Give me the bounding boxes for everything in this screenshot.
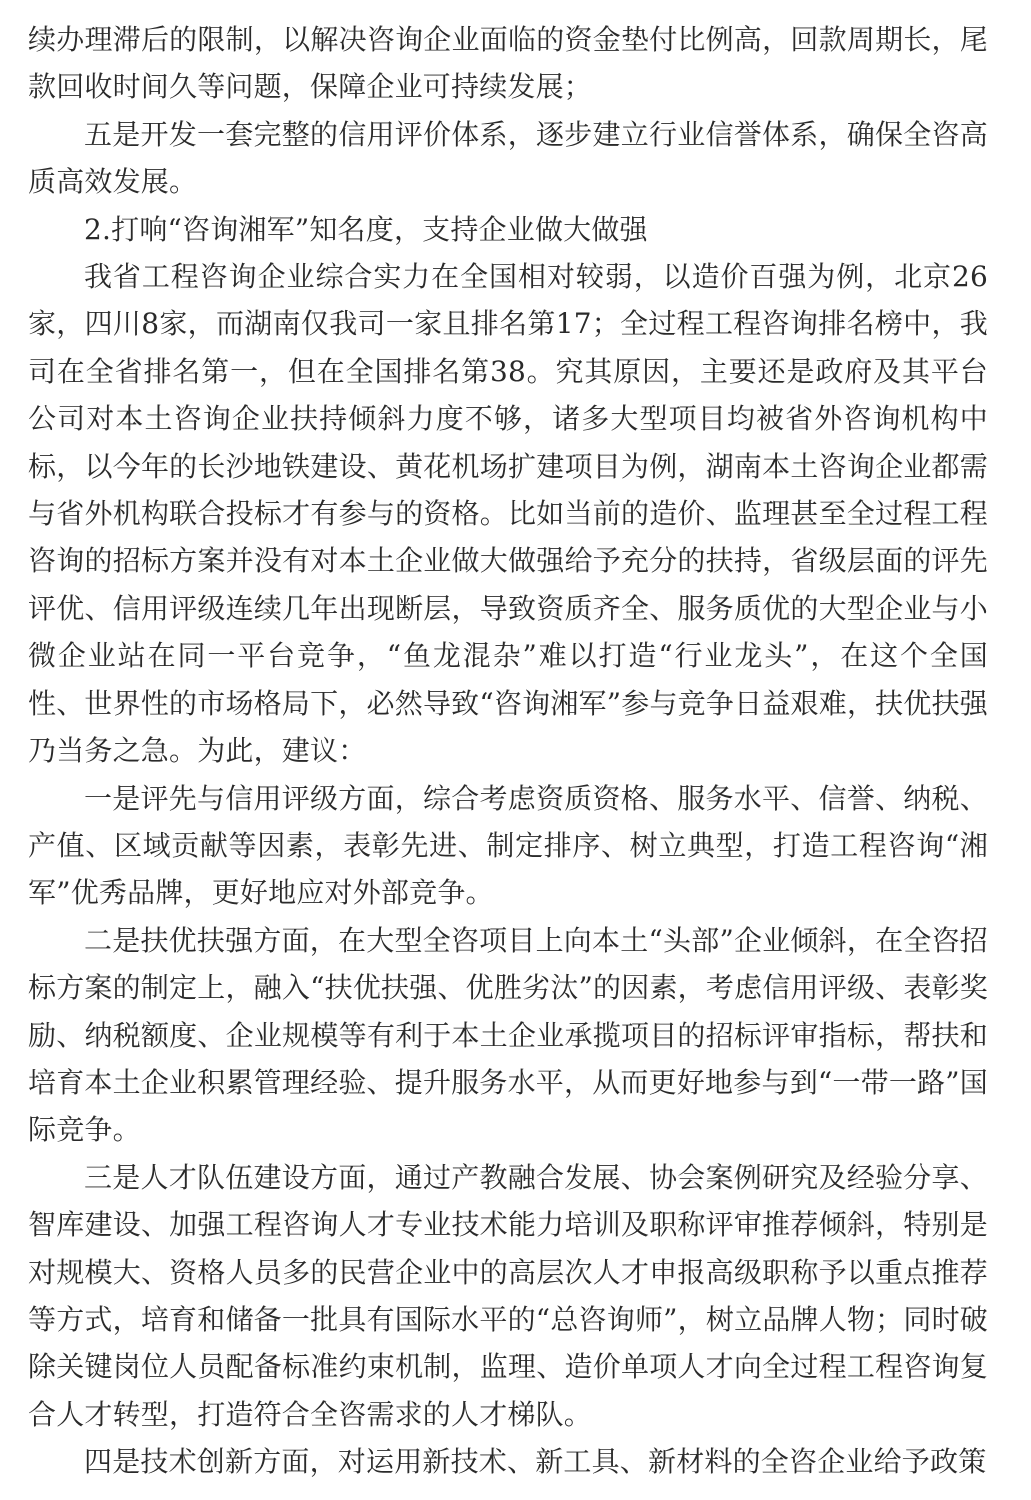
paragraph-point-two: 二是扶优扶强方面，在大型全咨项目上向本土“头部”企业倾斜，在全咨招标方案的制定上，融入“扶优扶强、优胜劣汰”的因素，考虑信用评级、表彰奖励、纳税额度、企业规模等有利于本土企业承揽项目的招标评审指标，帮扶和培育本土企业积累管理经验、提升服务水平，从而更好地参与到“一带一路”国际竞争。 — [28, 923, 988, 1147]
section-heading: 2.打响“咨询湘军”知名度，支持企业做大做强 — [84, 212, 648, 246]
paragraph-point-one: 一是评先与信用评级方面，综合考虑资质资格、服务水平、信誉、纳税、产值、区域贡献等因素，表彰先进、制定排序、树立典型，打造工程咨询“湘军”优秀品牌，更好地应对外部竞争。 — [28, 781, 988, 910]
paragraph-background: 我省工程咨询企业综合实力在全国相对较弱，以造价百强为例，北京26家，四川8家，而湖南仅我司一家且排名第17；全过程工程咨询排名榜中，我司在全省排名第一，但在全国排名第38。究其原因，主要还是政府及其平台公司对本土咨询企业扶持倾斜力度不够，诸多大型项目均被省外咨询机构中标，以今年的长沙地铁建设、黄花机场扩建项目为例，湖南本土咨询企业都需与省外机构联合投标才有参与的资格。比如当前的造价、监理甚至全过程工程咨询的招标方案并没有对本土企业做大做强给予充分的扶持，省级层面的评先评优、信用评级连续几年出现断层，导致资质齐全、服务质优的大型企业与小微企业站在同一平台竞争，“鱼龙混杂”难以打造“行业龙头”，在这个全国性、世界性的市场格局下，必然导致“咨询湘军”参与竞争日益艰难，扶优扶强乃当务之急。为此，建议： — [28, 260, 988, 768]
paragraph-continuation: 续办理滞后的限制，以解决咨询企业面临的资金垫付比例高，回款周期长，尾款回收时间久等问题，保障企业可持续发展； — [28, 23, 988, 104]
paragraph-point-three: 三是人才队伍建设方面，通过产教融合发展、协会案例研究及经验分享、智库建设、加强工程咨询人才专业技术能力培训及职称评审推荐倾斜，特别是对规模大、资格人员多的民营企业中的高层次人才申报高级职称予以重点推荐等方式，培育和储备一批具有国际水平的“总咨询师”，树立品牌人物；同时破除关键岗位人员配备标准约束机制，监理、造价单项人才向全过程工程咨询复合人才转型，打造符合全咨需求的人才梯队。 — [28, 1160, 988, 1431]
paragraph-point-four: 四是技术创新方面，对运用新技术、新工具、新材料的全咨企业给予政策 — [84, 1445, 987, 1479]
document-page — [28, 16, 988, 1486]
paragraph-point-five: 五是开发一套完整的信用评价体系，逐步建立行业信誉体系，确保全咨高质高效发展。 — [28, 117, 988, 199]
